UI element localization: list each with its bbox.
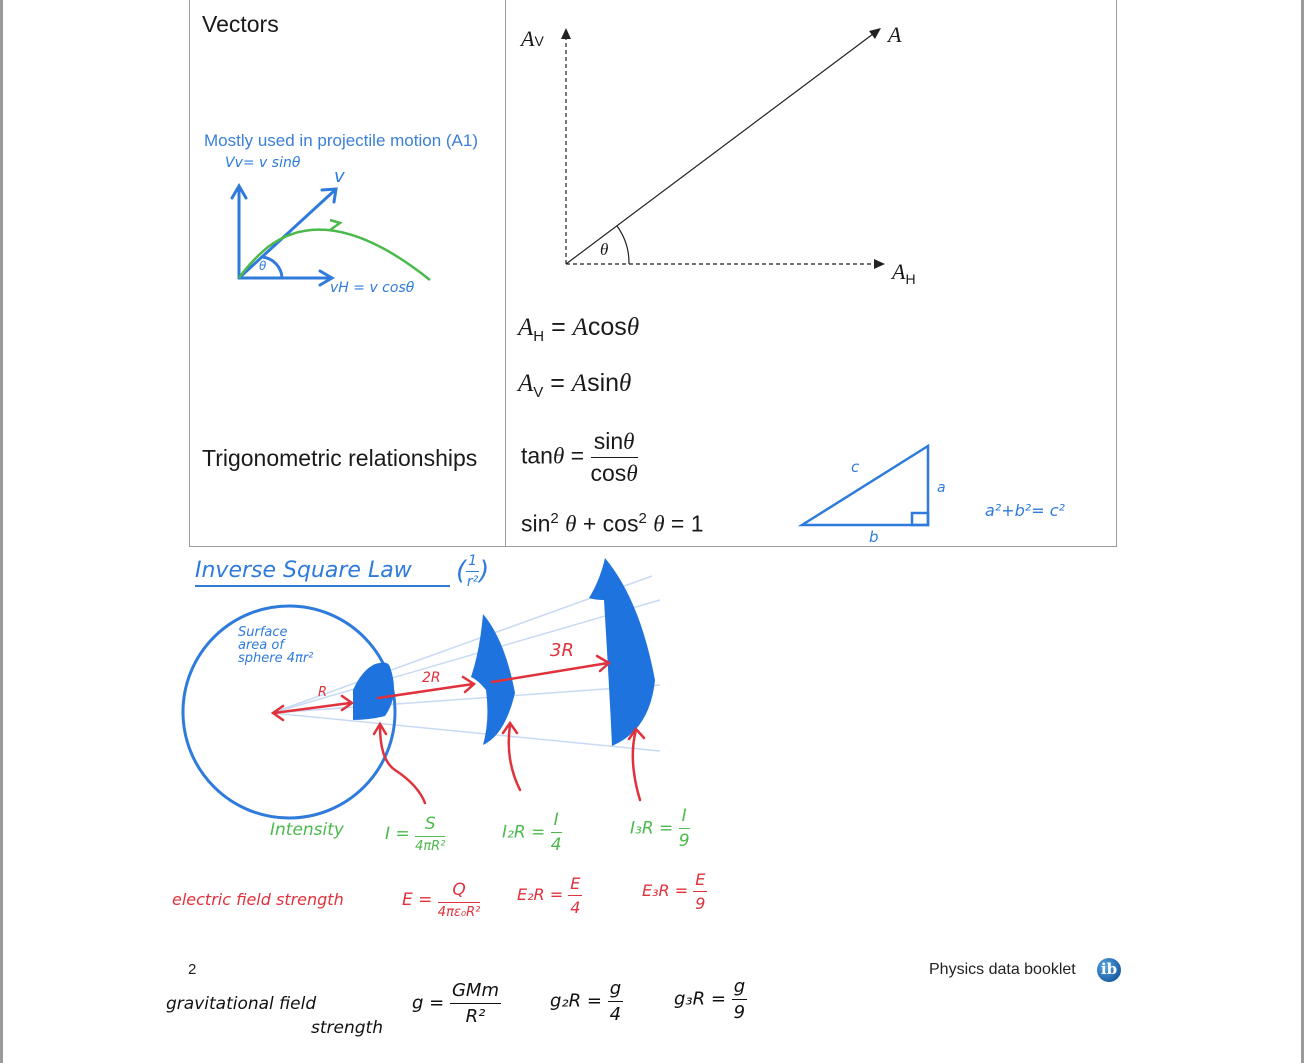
diagram-ah-label: $A_H$ [892,259,916,287]
triangle-adj-label: b [869,528,879,546]
ib-logo-icon: ib [1097,958,1121,982]
triangle-opp-label: a [937,480,946,496]
sketch-angle-label: θ [259,259,267,273]
equation-ah: $A_H = Acos\theta$ [518,313,640,345]
notes-title: Inverse Square Law [195,558,450,587]
gravity-3r: g₃R = $\frac{g}{9}$ [674,976,746,1023]
row-label-vectors: Vectors [202,11,279,37]
page-number: 2 [188,961,197,978]
distance-label-3r: 3R [550,640,574,661]
gravity-label: gravitational field strength [166,994,383,1038]
booklet-title: Physics data booklet [929,961,1076,978]
equation-tan: tanθ = $\frac{\sin\theta}{\cos\theta}$ [521,428,638,486]
row-label-trig: Trigonometric relationships [202,445,478,471]
intensity-2r: I₂R = $\frac{I}{4}$ [502,810,562,855]
sketch-vertical-label: Vv= v sinθ [225,155,301,171]
distance-label-2r: 2R [422,670,441,686]
annotation-projectile: Mostly used in projectile motion (A1) [204,131,479,150]
electric-label: electric field strength [172,890,344,909]
diagram-theta-label: θ [600,240,609,259]
equation-pythag-identity: $\sin^2 \theta + \cos^2 \theta = 1$ [521,510,704,537]
gravity-formula: g = $\frac{\text{GMm}}{\text{R²}}$ [412,980,499,1027]
pythagoras-formula: a²+b²= c² [985,501,1065,520]
sketch-horizontal-label: vH = v cosθ [330,280,415,296]
notes-title-fraction: ( $\frac{1}{\text{r²}}$ ) [456,553,490,590]
electric-formula: E = $\frac{Q}{\text{4πε₀R²}}$ [402,880,481,920]
sphere-caption: Surface area of sphere 4πr² [238,625,314,666]
intensity-formula: I = $\frac{S}{\text{4πR²}}$ [385,814,446,854]
diagram-a-label: A [888,22,902,47]
triangle-hyp-label: c [851,458,860,476]
equation-av: $A_V = Asin\theta$ [518,369,632,401]
electric-2r: E₂R = $\frac{E}{4}$ [517,874,581,917]
intensity-3r: I₃R = $\frac{I}{9}$ [630,806,690,851]
electric-3r: E₃R = $\frac{E}{9}$ [642,870,706,913]
distance-label-r: R [318,685,328,700]
intensity-label: Intensity [270,820,344,840]
gravity-2r: g₂R = $\frac{g}{4}$ [550,978,622,1025]
diagram-av-label: AV [521,26,544,51]
sketch-resultant-label: v [334,166,345,187]
